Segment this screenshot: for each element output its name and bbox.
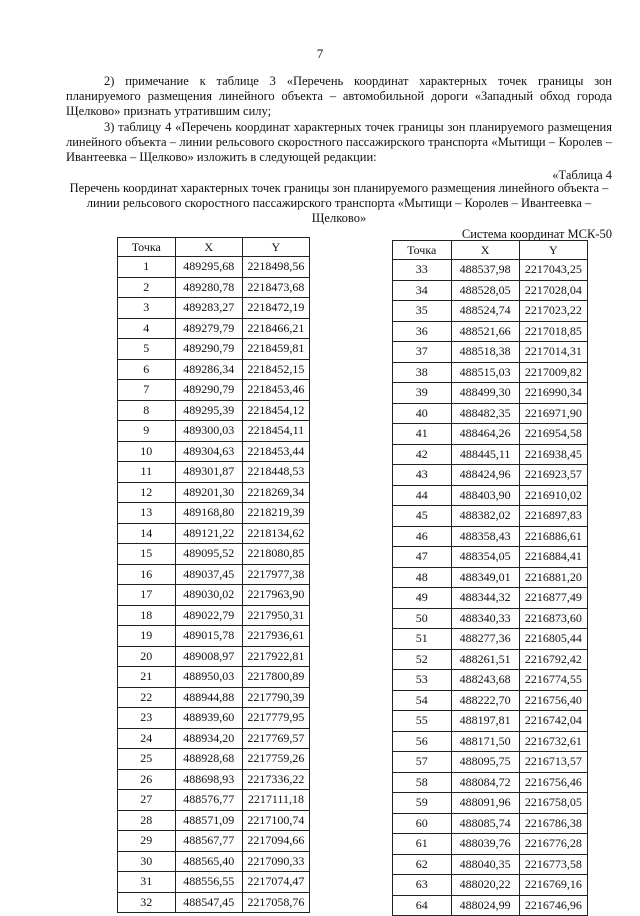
cell-x: 489295,39 (175, 400, 242, 421)
table-row (118, 708, 310, 729)
cell-y: 2217074,47 (242, 872, 309, 893)
cell-x: 488482,35 (451, 403, 519, 424)
table-row (393, 342, 588, 363)
cell-x: 488171,50 (451, 731, 519, 752)
cell-point: 63 (393, 875, 452, 896)
cell-point: 26 (118, 769, 176, 790)
table-row (393, 649, 588, 670)
cell-point: 23 (118, 708, 176, 729)
cell-x: 488024,99 (451, 895, 519, 916)
table-header-row (118, 238, 310, 257)
cell-point: 8 (118, 400, 176, 421)
cell-x: 488091,96 (451, 793, 519, 814)
table-row (118, 851, 310, 872)
cell-point: 29 (118, 831, 176, 852)
cell-y: 2216746,96 (519, 895, 587, 916)
cell-point: 37 (393, 342, 452, 363)
cell-y: 2217800,89 (242, 667, 309, 688)
cell-x: 489008,97 (175, 646, 242, 667)
cell-x: 489290,79 (175, 380, 242, 401)
cell-point: 43 (393, 465, 452, 486)
table-row (393, 301, 588, 322)
column-header-y: Y (519, 241, 587, 260)
table-row (118, 482, 310, 503)
paragraph-table-4-intro (66, 120, 612, 165)
table-row (393, 321, 588, 342)
cell-point: 22 (118, 687, 176, 708)
cell-y: 2216732,61 (519, 731, 587, 752)
table-row (393, 260, 588, 281)
table-row (118, 769, 310, 790)
cell-x: 488571,09 (175, 810, 242, 831)
cell-point: 50 (393, 608, 452, 629)
table-row (393, 362, 588, 383)
cell-x: 488944,88 (175, 687, 242, 708)
cell-x: 488095,75 (451, 752, 519, 773)
cell-y: 2218269,34 (242, 482, 309, 503)
cell-y: 2218454,11 (242, 421, 309, 442)
cell-point: 16 (118, 564, 176, 585)
cell-y: 2216990,34 (519, 383, 587, 404)
table-row (393, 752, 588, 773)
cell-y: 2216954,58 (519, 424, 587, 445)
cell-point: 14 (118, 523, 176, 544)
cell-y: 2216786,38 (519, 813, 587, 834)
cell-x: 488556,55 (175, 872, 242, 893)
table-row (118, 359, 310, 380)
table-row (393, 506, 588, 527)
table-row (393, 547, 588, 568)
column-header-x: X (451, 241, 519, 260)
cell-point: 62 (393, 854, 452, 875)
cell-x: 489286,34 (175, 359, 242, 380)
cell-y: 2216897,83 (519, 506, 587, 527)
cell-point: 64 (393, 895, 452, 916)
table-row (118, 790, 310, 811)
cell-y: 2216805,44 (519, 629, 587, 650)
cell-point: 38 (393, 362, 452, 383)
table-row (393, 280, 588, 301)
table-row (118, 421, 310, 442)
cell-x: 488521,66 (451, 321, 519, 342)
cell-y: 2216774,55 (519, 670, 587, 691)
cell-y: 2216758,05 (519, 793, 587, 814)
table-row (118, 441, 310, 462)
cell-x: 488340,33 (451, 608, 519, 629)
cell-point: 6 (118, 359, 176, 380)
cell-x: 488085,74 (451, 813, 519, 834)
cell-x: 489300,03 (175, 421, 242, 442)
cell-x: 488040,35 (451, 854, 519, 875)
cell-point: 25 (118, 749, 176, 770)
cell-y: 2217018,85 (519, 321, 587, 342)
cell-point: 45 (393, 506, 452, 527)
cell-point: 24 (118, 728, 176, 749)
cell-y: 2216884,41 (519, 547, 587, 568)
cell-point: 33 (393, 260, 452, 281)
cell-x: 488565,40 (175, 851, 242, 872)
cell-x: 489095,52 (175, 544, 242, 565)
cell-point: 49 (393, 588, 452, 609)
table-row (118, 544, 310, 565)
table-row (118, 257, 310, 278)
table-row (393, 670, 588, 691)
cell-y: 2217043,25 (519, 260, 587, 281)
cell-y: 2216881,20 (519, 567, 587, 588)
cell-y: 2218453,44 (242, 441, 309, 462)
table-row (393, 567, 588, 588)
table-row (393, 875, 588, 896)
cell-x: 488934,20 (175, 728, 242, 749)
table-row (118, 749, 310, 770)
cell-x: 488515,03 (451, 362, 519, 383)
table-row (393, 854, 588, 875)
cell-point: 41 (393, 424, 452, 445)
table-row (118, 687, 310, 708)
cell-y: 2217090,33 (242, 851, 309, 872)
table-row (393, 711, 588, 732)
table-row (118, 585, 310, 606)
cell-point: 56 (393, 731, 452, 752)
table-row (393, 834, 588, 855)
cell-x: 489301,87 (175, 462, 242, 483)
paragraph-note-table-3 (66, 74, 612, 119)
table-row (118, 892, 310, 913)
cell-point: 35 (393, 301, 452, 322)
cell-y: 2217922,81 (242, 646, 309, 667)
cell-x: 488424,96 (451, 465, 519, 486)
cell-y: 2217058,76 (242, 892, 309, 913)
cell-y: 2216792,42 (519, 649, 587, 670)
column-header-x: X (175, 238, 242, 257)
cell-point: 52 (393, 649, 452, 670)
cell-x: 488928,68 (175, 749, 242, 770)
cell-y: 2217977,38 (242, 564, 309, 585)
cell-x: 488261,51 (451, 649, 519, 670)
table-row (393, 588, 588, 609)
cell-y: 2216873,60 (519, 608, 587, 629)
cell-y: 2217028,04 (519, 280, 587, 301)
cell-x: 489283,27 (175, 298, 242, 319)
cell-x: 488197,81 (451, 711, 519, 732)
cell-x: 488567,77 (175, 831, 242, 852)
cell-x: 489295,68 (175, 257, 242, 278)
cell-y: 2218498,56 (242, 257, 309, 278)
cell-point: 31 (118, 872, 176, 893)
table-row (118, 298, 310, 319)
page-number: 7 (316, 46, 324, 61)
cell-x: 488344,32 (451, 588, 519, 609)
table-row (118, 503, 310, 524)
table-row (118, 626, 310, 647)
cell-y: 2217759,26 (242, 749, 309, 770)
cell-y: 2218219,39 (242, 503, 309, 524)
cell-y: 2217336,22 (242, 769, 309, 790)
cell-x: 488020,22 (451, 875, 519, 896)
column-header-y: Y (242, 238, 309, 257)
cell-point: 12 (118, 482, 176, 503)
cell-x: 488039,76 (451, 834, 519, 855)
cell-point: 34 (393, 280, 452, 301)
table-row (118, 605, 310, 626)
cell-point: 60 (393, 813, 452, 834)
table-row (118, 318, 310, 339)
coordinates-table-left (117, 237, 310, 913)
cell-y: 2217950,31 (242, 605, 309, 626)
cell-x: 488464,26 (451, 424, 519, 445)
cell-point: 61 (393, 834, 452, 855)
cell-y: 2217100,74 (242, 810, 309, 831)
table-row (393, 895, 588, 916)
cell-y: 2218454,12 (242, 400, 309, 421)
cell-y: 2216938,45 (519, 444, 587, 465)
cell-y: 2216769,16 (519, 875, 587, 896)
cell-point: 47 (393, 547, 452, 568)
cell-point: 42 (393, 444, 452, 465)
cell-y: 2216773,58 (519, 854, 587, 875)
cell-point: 48 (393, 567, 452, 588)
table-row (393, 383, 588, 404)
cell-point: 36 (393, 321, 452, 342)
cell-x: 488382,02 (451, 506, 519, 527)
cell-point: 39 (393, 383, 452, 404)
cell-y: 2216756,46 (519, 772, 587, 793)
table-row (393, 690, 588, 711)
cell-y: 2216910,02 (519, 485, 587, 506)
cell-point: 55 (393, 711, 452, 732)
cell-point: 10 (118, 441, 176, 462)
table-row (118, 831, 310, 852)
cell-point: 4 (118, 318, 176, 339)
cell-x: 488518,38 (451, 342, 519, 363)
table-row (118, 646, 310, 667)
cell-point: 28 (118, 810, 176, 831)
cell-x: 488403,90 (451, 485, 519, 506)
cell-x: 489121,22 (175, 523, 242, 544)
cell-x: 488222,70 (451, 690, 519, 711)
cell-point: 19 (118, 626, 176, 647)
cell-x: 488939,60 (175, 708, 242, 729)
cell-point: 30 (118, 851, 176, 872)
cell-y: 2216756,40 (519, 690, 587, 711)
cell-point: 9 (118, 421, 176, 442)
cell-x: 489279,79 (175, 318, 242, 339)
paragraph-text: 2) примечание к таблице 3 «Перечень координат характерных точек границы зон планируемого размещения линейного объекта – автомобильной дороги «Западный обход города Щелково» признать утратившим силу; (66, 74, 612, 118)
cell-x: 488547,45 (175, 892, 242, 913)
cell-x: 488084,72 (451, 772, 519, 793)
cell-y: 2217111,18 (242, 790, 309, 811)
cell-point: 18 (118, 605, 176, 626)
cell-point: 20 (118, 646, 176, 667)
cell-x: 488349,01 (451, 567, 519, 588)
coordinates-table-right (392, 240, 588, 916)
table-row (118, 523, 310, 544)
cell-y: 2217014,31 (519, 342, 587, 363)
column-header-point: Точка (393, 241, 452, 260)
table-row (393, 772, 588, 793)
cell-point: 5 (118, 339, 176, 360)
cell-point: 21 (118, 667, 176, 688)
cell-x: 488445,11 (451, 444, 519, 465)
table-row (393, 629, 588, 650)
cell-y: 2216971,90 (519, 403, 587, 424)
cell-x: 489037,45 (175, 564, 242, 585)
cell-y: 2218452,15 (242, 359, 309, 380)
cell-y: 2218134,62 (242, 523, 309, 544)
table-row (393, 403, 588, 424)
table-row (118, 728, 310, 749)
cell-y: 2217963,90 (242, 585, 309, 606)
cell-y: 2218473,68 (242, 277, 309, 298)
cell-x: 489168,80 (175, 503, 242, 524)
cell-x: 488528,05 (451, 280, 519, 301)
cell-y: 2218472,19 (242, 298, 309, 319)
cell-x: 488524,74 (451, 301, 519, 322)
table-row (393, 424, 588, 445)
cell-x: 489280,78 (175, 277, 242, 298)
table-row (118, 339, 310, 360)
cell-point: 54 (393, 690, 452, 711)
cell-point: 57 (393, 752, 452, 773)
table-caption: Перечень координат характерных точек границы зон планируемого размещения линейного объекта – линии рельсового скоростного пассажирского транспорта «Мытищи – Королев – Ивантеевка – Щелково» (69, 181, 609, 225)
cell-point: 15 (118, 544, 176, 565)
cell-point: 32 (118, 892, 176, 913)
cell-x: 488576,77 (175, 790, 242, 811)
table-header-row (393, 241, 588, 260)
column-header-point: Точка (118, 238, 176, 257)
coordinate-system: Система координат МСК-50 (461, 227, 612, 241)
cell-x: 488277,36 (451, 629, 519, 650)
cell-y: 2216886,61 (519, 526, 587, 547)
cell-y: 2217936,61 (242, 626, 309, 647)
cell-point: 13 (118, 503, 176, 524)
cell-y: 2217023,22 (519, 301, 587, 322)
cell-point: 44 (393, 485, 452, 506)
table-row (393, 793, 588, 814)
cell-x: 489304,63 (175, 441, 242, 462)
cell-x: 488358,43 (451, 526, 519, 547)
cell-point: 3 (118, 298, 176, 319)
table-row (393, 813, 588, 834)
cell-y: 2218459,81 (242, 339, 309, 360)
cell-point: 59 (393, 793, 452, 814)
table-row (393, 526, 588, 547)
cell-y: 2217790,39 (242, 687, 309, 708)
cell-x: 488537,98 (451, 260, 519, 281)
cell-point: 46 (393, 526, 452, 547)
table-row (118, 380, 310, 401)
cell-x: 489030,02 (175, 585, 242, 606)
cell-point: 27 (118, 790, 176, 811)
table-row (393, 731, 588, 752)
cell-y: 2216742,04 (519, 711, 587, 732)
cell-x: 488354,05 (451, 547, 519, 568)
table-row (118, 810, 310, 831)
cell-x: 488499,30 (451, 383, 519, 404)
cell-x: 488950,03 (175, 667, 242, 688)
cell-y: 2217094,66 (242, 831, 309, 852)
table-row (118, 667, 310, 688)
table-row (118, 400, 310, 421)
paragraph-text: 3) таблицу 4 «Перечень координат характерных точек границы зон планируемого размещения линейного объекта – линии рельсового скоростного пассажирского транспорта «Мытищи – Королев – Ивантеевка – Щелково» изложить в следующей редакции: (66, 120, 612, 164)
cell-point: 40 (393, 403, 452, 424)
cell-point: 11 (118, 462, 176, 483)
cell-x: 489022,79 (175, 605, 242, 626)
cell-point: 58 (393, 772, 452, 793)
cell-point: 7 (118, 380, 176, 401)
cell-y: 2217779,95 (242, 708, 309, 729)
cell-y: 2217769,57 (242, 728, 309, 749)
cell-point: 51 (393, 629, 452, 650)
cell-x: 489290,79 (175, 339, 242, 360)
cell-x: 489201,30 (175, 482, 242, 503)
table-row (393, 444, 588, 465)
table-label: «Таблица 4 (552, 168, 612, 182)
cell-y: 2218448,53 (242, 462, 309, 483)
cell-y: 2216776,28 (519, 834, 587, 855)
cell-y: 2216877,49 (519, 588, 587, 609)
cell-point: 1 (118, 257, 176, 278)
table-row (118, 462, 310, 483)
cell-point: 2 (118, 277, 176, 298)
table-row (118, 277, 310, 298)
cell-x: 488698,93 (175, 769, 242, 790)
cell-y: 2218080,85 (242, 544, 309, 565)
table-row (393, 465, 588, 486)
table-row (393, 485, 588, 506)
cell-y: 2218453,46 (242, 380, 309, 401)
cell-x: 488243,68 (451, 670, 519, 691)
cell-x: 489015,78 (175, 626, 242, 647)
cell-y: 2218466,21 (242, 318, 309, 339)
cell-point: 53 (393, 670, 452, 691)
cell-y: 2217009,82 (519, 362, 587, 383)
cell-point: 17 (118, 585, 176, 606)
table-row (118, 564, 310, 585)
table-row (118, 872, 310, 893)
cell-y: 2216923,57 (519, 465, 587, 486)
table-row (393, 608, 588, 629)
cell-y: 2216713,57 (519, 752, 587, 773)
